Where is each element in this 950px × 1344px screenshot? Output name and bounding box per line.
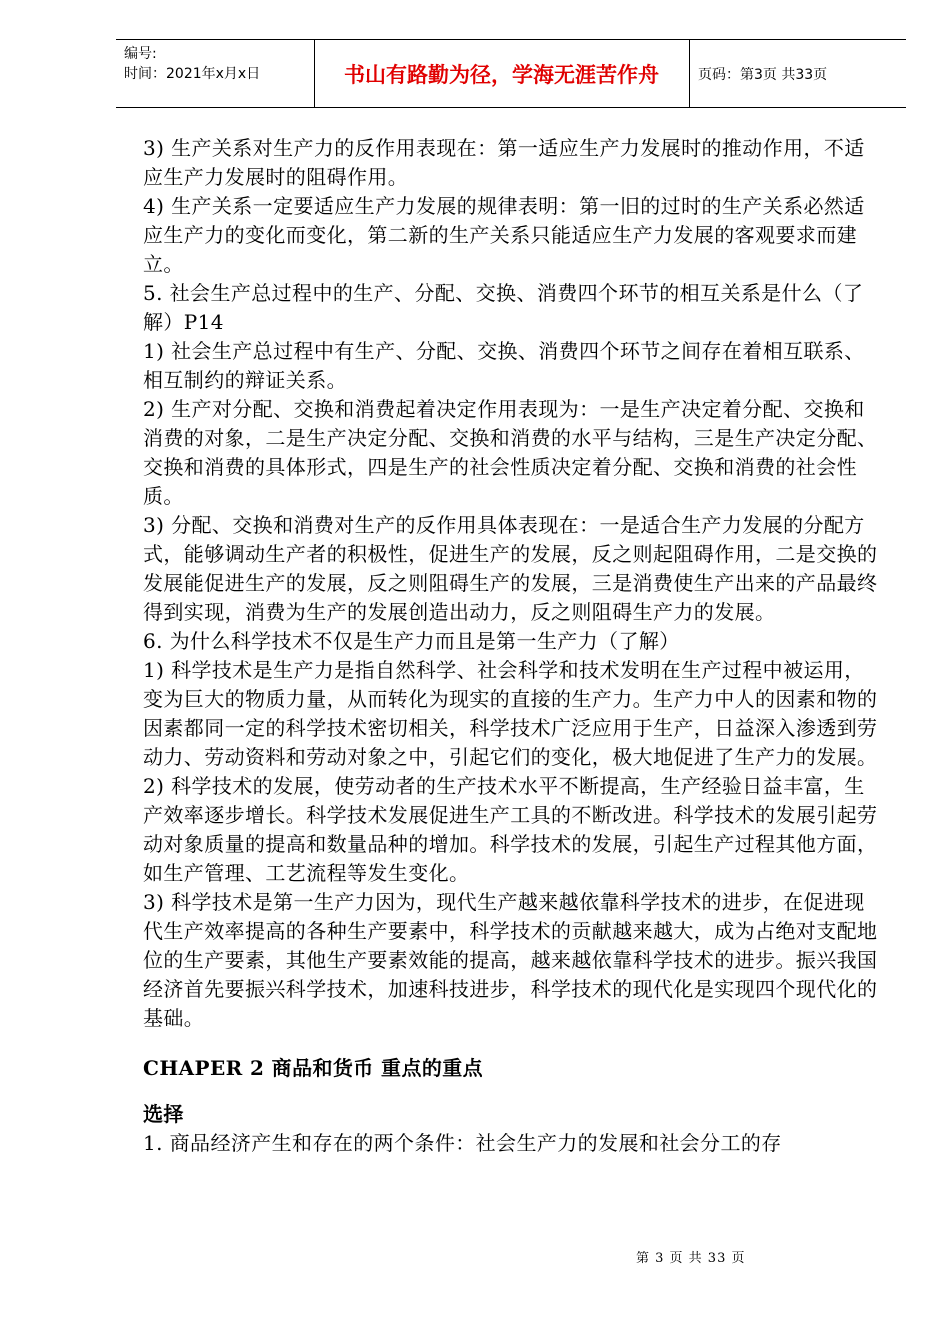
doc-time: 时间：2021年x月x日 bbox=[124, 66, 261, 82]
paragraph: 3) 生产关系对生产力的反作用表现在：第一适应生产力发展时的推动作用，不适应生产力发展时的阻碍作用。 bbox=[143, 136, 865, 189]
paragraph: 2) 科学技术的发展，使劳动者的生产技术水平不断提高，生产经验日益丰富，生产效率逐步增长。科学技术发展促进生产工具的不断改进。科学技术的发展引起劳动对象质量的提高和数量品种的增加。科学技术的发展，引起生产过程其他方面，如生产管理、工艺流程等发生变化。 bbox=[143, 774, 878, 885]
header-motto: 书山有路勤为径，学海无涯苦作舟 bbox=[344, 62, 659, 87]
paragraph: 3) 科学技术是第一生产力因为，现代生产越来越依靠科学技术的进步，在促进现代生产效率提高的各种生产要素中，科学技术的贡献越来越大，成为占绝对支配地位的生产要素，其他生产要素效能的提高，越来越依靠科学技术的进步。振兴我国经济首先要振兴科学技术，加速科技进步，科学技术的现代化是实现四个现代化的基础。 bbox=[143, 890, 878, 1030]
page-header bbox=[116, 39, 906, 108]
paragraph: 1) 科学技术是生产力是指自然科学、社会科学和技术发明在生产过程中被运用，变为巨大的物质力量，从而转化为现实的直接的生产力。生产力中人的因素和物的因素都同一定的科学技术密切相关，科学技术广泛应用于生产，日益深入渗透到劳动力、劳动资料和劳动对象之中，引起它们的变化，极大地促进了生产力的发展。 bbox=[143, 658, 878, 769]
header-divider bbox=[689, 40, 690, 107]
chapter-heading: CHAPER 2 商品和货币 重点的重点 bbox=[143, 1056, 484, 1080]
header-meta bbox=[124, 44, 260, 84]
header-page-number: 页码：第3页 共33页 bbox=[698, 66, 828, 83]
paragraph: 1) 社会生产总过程中有生产、分配、交换、消费四个环节之间存在着相互联系、相互制约的辩证关系。 bbox=[143, 339, 865, 392]
doc-number: 编号: bbox=[124, 46, 157, 62]
paragraph: 1. 商品经济产生和存在的两个条件：社会生产力的发展和社会分工的存 bbox=[143, 1131, 782, 1155]
paragraph: 2) 生产对分配、交换和消费起着决定作用表现为：一是生产决定着分配、交换和消费的对象，二是生产决定分配、交换和消费的水平与结构，三是生产决定分配、交换和消费的具体形式，四是生产的社会性质决定着分配、交换和消费的社会性质。 bbox=[143, 397, 878, 508]
section-heading: 选择 bbox=[143, 1102, 184, 1126]
paragraph: 3) 分配、交换和消费对生产的反作用具体表现在：一是适合生产力发展的分配方式，能够调动生产者的积极性，促进生产的发展，反之则起阻碍作用，二是交换的发展能促进生产的发展，反之则阻碍生产的发展，三是消费使生产出来的产品最终得到实现，消费为生产的发展创造出动力，反之则阻碍生产力的发展。 bbox=[143, 513, 878, 624]
page-footer: 第 3 页 共 33 页 bbox=[636, 1251, 746, 1266]
question-heading: 5. 社会生产总过程中的生产、分配、交换、消费四个环节的相互关系是什么（了解）P14 bbox=[143, 281, 864, 334]
question-heading: 6. 为什么科学技术不仅是生产力而且是第一生产力（了解） bbox=[143, 629, 680, 653]
paragraph: 4) 生产关系一定要适应生产力发展的规律表明：第一旧的过时的生产关系必然适应生产力的变化而变化，第二新的生产关系只能适应生产力发展的客观要求而建立。 bbox=[143, 194, 865, 276]
document-body bbox=[143, 134, 883, 1158]
